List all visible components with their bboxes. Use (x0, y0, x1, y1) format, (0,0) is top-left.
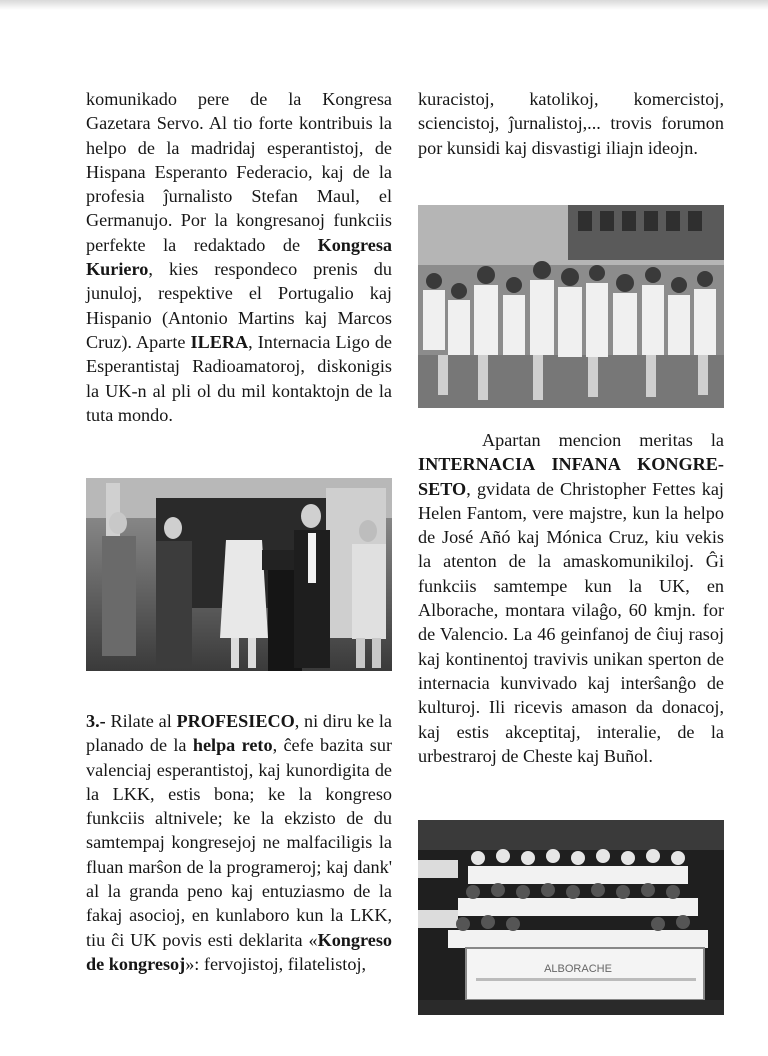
right-paragraph-2 (418, 428, 724, 768)
text-run: , kies respondeco prenis du junuloj, respektive el Portugalio kaj Hispanio (Antonio Martins kaj Marcos Cruz). Aparte (86, 259, 392, 352)
text-run: , Internacia Ligo de Esperantistaj Radioamatoroj, diskonigis la UK-n al pli ol du mil kontaktojn de la tuta mondo. (86, 331, 392, 425)
right-column-lower (418, 428, 724, 768)
text-run: komunikado pere de la Kongresa Gazetara Servo. Al tio forte kontribuis la helpo de la madridaj esperantistoj, de Hispana Esperanto Federacio, kaj de la profesia ĵurnalisto Stefan Maul, el Germanujo. Por la kongresanoj funkciis perfekte la redaktado de (86, 89, 392, 255)
text-run: , ĉefe bazita sur valenciaj esperantistoj, kaj kunordigita de la LKK, estis bona; ke la kongreso funkciis altnivele; ke la ekzisto de du samtempaj kongresejoj ne malfaciligis la fluan marŝon de la programeroj; kaj dank' al la granda peno kaj entuziasmo de la fakaj asocioj, en kunlaboro kun la LKK, tiu ĉi UK povis esti deklarita « (86, 735, 393, 950)
bold-run: PROFESIECO (176, 711, 295, 731)
bold-run: INTERNACIA INFANA KONGRE-SETO (418, 454, 724, 499)
text-run: , ni diru ke la planado de la (86, 711, 392, 756)
left-column-lower (86, 709, 392, 976)
bold-run: 3.- (86, 711, 106, 731)
bold-run: helpa reto (192, 735, 273, 756)
right-paragraph-1 (418, 87, 724, 160)
text-run: »: fervojistoj, filatelistoj, (185, 953, 367, 974)
right-column (418, 87, 724, 160)
bold-run: Kongresa Kuriero (86, 234, 392, 280)
text-run: , gvidata de Christopher Fettes kaj Helen Fantom, vere majstre, kun la helpo de José Añó kaj Mónica Cruz, kiu vekis la atenton de la amaskomunikiloj. Ĝi funkciis samtempe kun la UK, en Alborache, montara vilaĝo, 60 kmjn. for de Valencio. La 46 geinfanoj de ĉiuj rasoj kaj kontinentoj travivis unikan sperton de internacia kunvivado kaj interŝanĝo de kulturoj. Ili ricevis amason da donacoj, kaj estis akceptitaj, interalie, de la urbestraroj de Cheste kaj Buñol. (418, 478, 724, 766)
bold-run: Kongreso de kongresoj (86, 929, 392, 974)
left-paragraph-2 (86, 709, 392, 976)
bold-run: ILERA (190, 331, 249, 352)
left-paragraph-1 (86, 87, 392, 427)
page-top-edge (0, 0, 768, 10)
text-run: Rilate al (105, 711, 177, 731)
text-run: Apartan mencion meritas la (482, 430, 724, 450)
group-banner-photo (418, 820, 724, 1015)
text-run: kuracistoj, katolikoj, komercistoj, sciencistoj, ĵurnalistoj,... trovis forumon por kunsidi kaj disvastigi iliajn ideojn. (418, 89, 724, 158)
banner-text: ALBORACHE (544, 963, 612, 975)
children-outdoor-photo (418, 205, 724, 408)
left-column (86, 87, 392, 427)
speakers-podium-photo (86, 478, 392, 671)
